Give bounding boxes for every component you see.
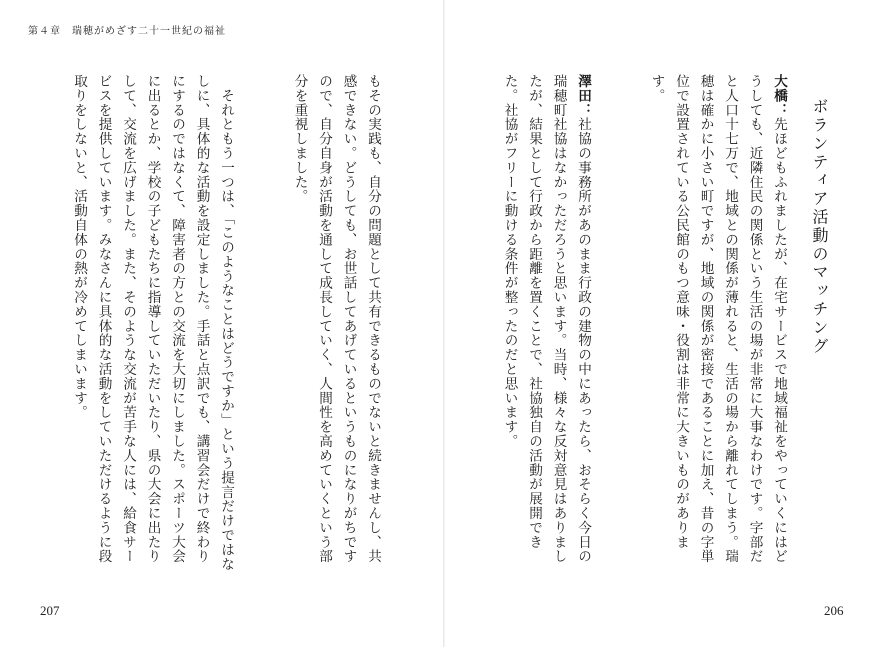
speaker-label: 大橋： bbox=[771, 74, 787, 118]
page-number-left: 207 bbox=[40, 603, 60, 618]
left-page-body bbox=[38, 74, 434, 574]
page-gutter bbox=[443, 0, 445, 647]
paragraph-text: 先ほどもふれましたが、在宅サービスで地域福祉をやっていくにはどうしても、近隣住民の関係という生活の場が非常に大事なわけです。字部だと人口十七万で、地域との関係が薄れると、生活の場から離れてしまう。瑞穂は確かに小さい町ですが、地域の関係が密接であることに加え、昔の字単位で設置されている公民館のもつ意味・役割は非常に大きいものがあります。 bbox=[648, 74, 787, 564]
paragraph bbox=[497, 74, 595, 574]
speaker-label: 澤田： bbox=[575, 74, 591, 118]
running-head: 第４章 瑞穂がめざす二十一世紀の福祉 bbox=[28, 26, 226, 37]
right-page-body bbox=[490, 74, 840, 574]
page-number-right: 206 bbox=[824, 603, 844, 618]
paragraph-text: 社協の事務所があのまま行政の建物の中にあったら、おそらく今日の瑞穂町社協はなかっただろうと思います。当時、様々な反対意見はありましたが、結果として行政から距離を置くことで、社協独自の活動が展開できた。社協がフリーに動ける条件が整ったのだと思います。 bbox=[501, 74, 591, 564]
paragraph-text: もその実践も、自分の問題として共有できるものでないと続きませんし、共感できない。どうしても、お世話してあげているというものになりがちですので、自分自身が活動を通して成長していく、人間性を高めていくという部分を重視しました。 bbox=[291, 74, 381, 564]
paragraph bbox=[287, 74, 385, 574]
paragraph-text: それともう一つは、「このようなことはどうですか」という提言だけではなしに、具体的な活動を設定しました。手話と点訳でも、講習会だけで終わりにするのではなくて、障害者の方との交流を大切にしました。スポーツ大会に出るとか、学校の子どもたちに指導していただいたり、県の大会に出たりして、交流を広げました。また、そのような交流が苦手な人には、給食サービスを提供しています。みなさんに具体的な活動をしていただけるように段取りをしないと、活動自体の熱が冷めてしまいます。 bbox=[71, 74, 234, 572]
paragraph bbox=[67, 74, 239, 574]
paragraph bbox=[644, 74, 791, 574]
section-title: ボランティア活動のマッチング bbox=[810, 98, 829, 356]
